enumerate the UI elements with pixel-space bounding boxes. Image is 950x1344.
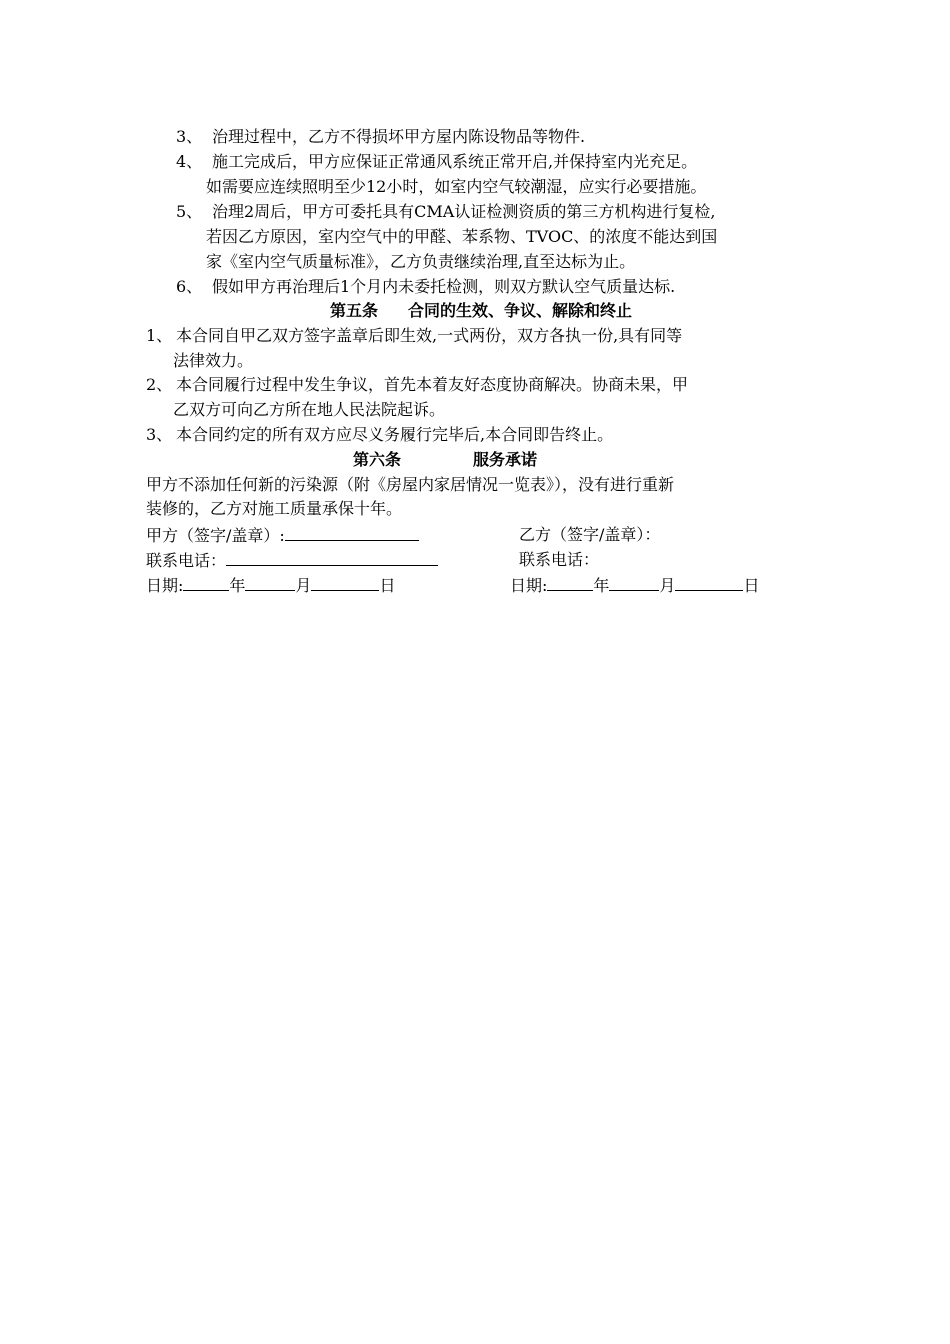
item-text: 本合同约定的所有双方应尽义务履行完毕后,本合同即告终止。 bbox=[176, 425, 614, 444]
item-5-1-line-2: 法律效力。 bbox=[173, 351, 254, 370]
article-6-title: 服务承诺 bbox=[473, 450, 538, 469]
party-a-signature-row bbox=[146, 524, 419, 547]
item-5-2-line-1 bbox=[146, 374, 688, 396]
month-label: 月 bbox=[295, 576, 312, 595]
day-label: 日 bbox=[743, 576, 760, 595]
item-4-5-line-3: 家《室内空气质量标准》，乙方负责继续治理,直至达标为止。 bbox=[206, 252, 636, 271]
item-4-5-line-2: 若因乙方原因，室内空气中的甲醛、苯系物、TVOC、的浓度不能达到国 bbox=[206, 227, 718, 246]
item-number: 4、 bbox=[176, 152, 203, 171]
year-blank bbox=[183, 574, 229, 591]
item-5-3-line-1 bbox=[146, 424, 613, 446]
item-4-3-line-1 bbox=[176, 126, 585, 148]
item-5-1-line-1 bbox=[146, 325, 682, 347]
year-label: 年 bbox=[593, 576, 610, 595]
party-b-label: 乙方（签字/盖章）： bbox=[519, 525, 661, 544]
item-5-2-line-2: 乙双方可向乙方所在地人民法院起诉。 bbox=[173, 400, 446, 419]
day-blank bbox=[675, 574, 743, 591]
item-4-4-line-1 bbox=[176, 151, 697, 173]
article-6-heading bbox=[353, 449, 537, 471]
party-a-date-row bbox=[146, 574, 395, 597]
item-number: 2、 bbox=[146, 375, 173, 394]
item-number: 6、 bbox=[176, 277, 203, 296]
party-a-phone-row bbox=[146, 549, 438, 572]
date-b-label: 日期: bbox=[510, 576, 548, 595]
item-number: 5、 bbox=[176, 202, 203, 221]
day-blank bbox=[311, 574, 379, 591]
party-a-label: 甲方（签字/盖章）: bbox=[146, 526, 285, 545]
article-6-line-1: 甲方不添加任何新的污染源（附《房屋内家居情况一览表》），没有进行重新 bbox=[146, 475, 675, 494]
day-label: 日 bbox=[379, 576, 396, 595]
item-text: 治理过程中，乙方不得损坏甲方屋内陈设物品等物件. bbox=[212, 127, 586, 146]
item-4-5-line-1 bbox=[176, 201, 715, 223]
year-blank bbox=[547, 574, 593, 591]
date-a-label: 日期: bbox=[146, 576, 184, 595]
item-number: 3、 bbox=[176, 127, 203, 146]
item-text: 施工完成后，甲方应保证正常通风系统正常开启,并保持室内光充足。 bbox=[212, 152, 698, 171]
item-text: 本合同自甲乙双方签字盖章后即生效,一式两份，双方各执一份,具有同等 bbox=[176, 326, 683, 345]
party-b-date-row bbox=[510, 574, 759, 597]
article-6-line-2: 装修的，乙方对施工质量承保十年。 bbox=[146, 499, 403, 518]
article-5-number: 第五条 bbox=[330, 301, 379, 320]
item-4-6-line-1 bbox=[176, 276, 675, 298]
party-a-signature-blank bbox=[285, 524, 419, 541]
year-label: 年 bbox=[229, 576, 246, 595]
item-text: 本合同履行过程中发生争议，首先本着友好态度协商解决。协商未果，甲 bbox=[176, 375, 689, 394]
month-blank bbox=[609, 574, 659, 591]
item-number: 3、 bbox=[146, 425, 173, 444]
item-text: 治理2周后，甲方可委托具有CMA认证检测资质的第三方机构进行复检, bbox=[212, 202, 716, 221]
article-6-number: 第六条 bbox=[353, 450, 402, 469]
article-5-heading bbox=[330, 300, 632, 322]
phone-a-label: 联系电话： bbox=[146, 551, 227, 570]
month-label: 月 bbox=[659, 576, 676, 595]
item-number: 1、 bbox=[146, 326, 173, 345]
item-text: 假如甲方再治理后1个月内未委托检测，则双方默认空气质量达标. bbox=[212, 277, 676, 296]
phone-a-blank bbox=[226, 549, 438, 566]
phone-b-label: 联系电话： bbox=[519, 550, 600, 569]
item-4-4-line-2: 如需要应连续照明至少12小时，如室内空气较潮湿，应实行必要措施。 bbox=[206, 177, 707, 196]
month-blank bbox=[245, 574, 295, 591]
article-5-title: 合同的生效、争议、解除和终止 bbox=[408, 301, 633, 320]
